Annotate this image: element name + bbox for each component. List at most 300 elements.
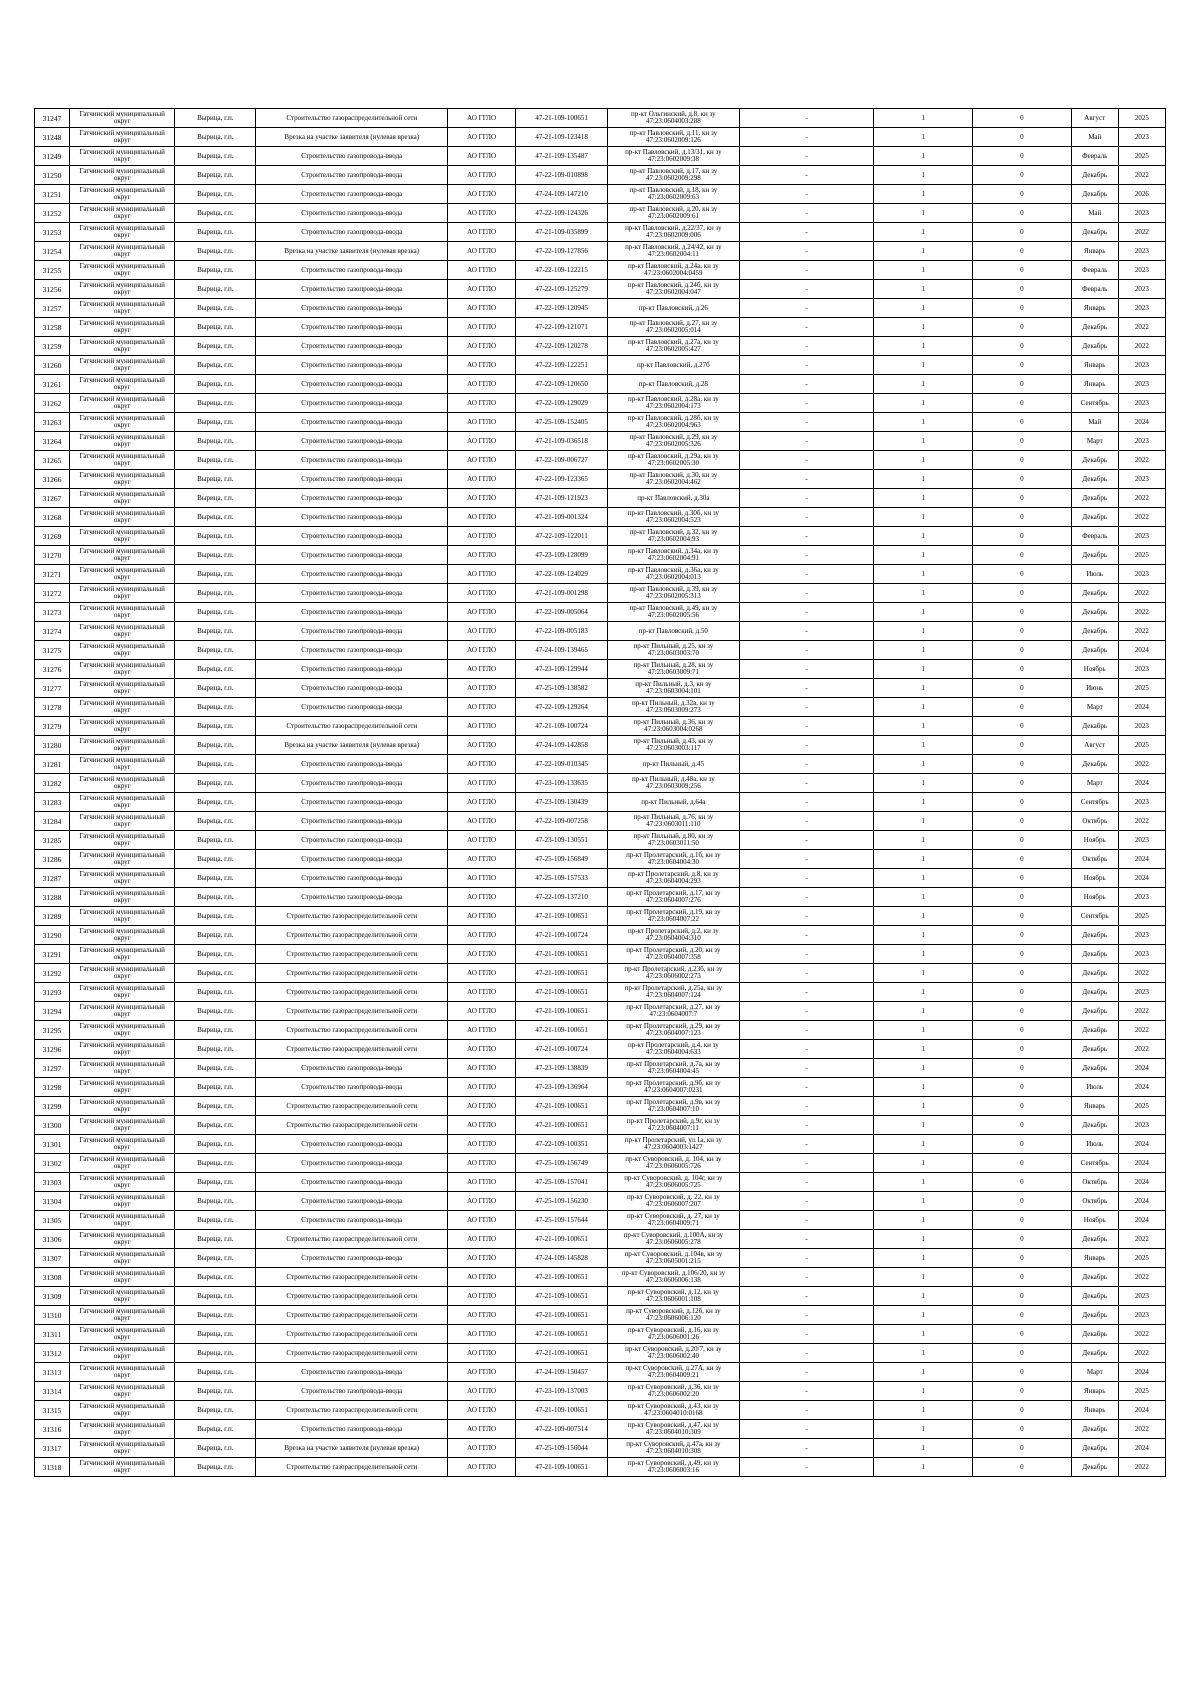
year-cell: 2022 [1118,755,1165,774]
count-cell: 1 [874,907,973,926]
row-number-cell: 31284 [35,812,70,831]
address-cell: пр-кт Суворовский, д.12, кн зу 47:23:0606001:108 [608,1287,740,1306]
year-cell: 2023 [1118,888,1165,907]
dash-cell: - [739,413,874,432]
settlement-cell: Вырица, г.п. [175,299,256,318]
dash-cell: - [739,926,874,945]
settlement-cell: Вырица, г.п. [175,337,256,356]
row-number-cell: 31282 [35,774,70,793]
address-cell: пр-кт Павловский, д.28 [608,375,740,394]
organization-cell: АО ГГЛО [448,109,516,128]
row-number-cell: 31288 [35,888,70,907]
organization-cell: АО ГГЛО [448,983,516,1002]
application-number-cell: 47-22-109-125279 [516,280,608,299]
district-cell: Гатчинский муниципальный округ [70,337,175,356]
month-cell: Декабрь [1071,508,1118,527]
year-cell: 2024 [1118,1078,1165,1097]
district-cell: Гатчинский муниципальный округ [70,1192,175,1211]
organization-cell: АО ГГЛО [448,622,516,641]
district-cell: Гатчинский муниципальный округ [70,698,175,717]
table-row [35,242,1166,261]
zero-cell: 0 [973,603,1072,622]
count-cell: 1 [874,603,973,622]
dash-cell: - [739,983,874,1002]
count-cell: 1 [874,223,973,242]
month-cell: Август [1071,109,1118,128]
month-cell: Декабрь [1071,755,1118,774]
zero-cell: 0 [973,641,1072,660]
count-cell: 1 [874,869,973,888]
district-cell: Гатчинский муниципальный округ [70,261,175,280]
month-cell: Июнь [1071,679,1118,698]
work-type-cell: Строительство газопровода-ввода [256,147,448,166]
zero-cell: 0 [973,337,1072,356]
zero-cell: 0 [973,584,1072,603]
organization-cell: АО ГГЛО [448,1192,516,1211]
year-cell: 2023 [1118,1287,1165,1306]
row-number-cell: 31279 [35,717,70,736]
table-row [35,1040,1166,1059]
organization-cell: АО ГГЛО [448,356,516,375]
address-cell: пр-кт Пильный, д.43, кн зу 47:23:0603003:117 [608,736,740,755]
work-type-cell: Строительство газораспределительной сети [256,1230,448,1249]
work-type-cell: Строительство газопровода-ввода [256,1211,448,1230]
zero-cell: 0 [973,1059,1072,1078]
settlement-cell: Вырица, г.п. [175,1021,256,1040]
organization-cell: АО ГГЛО [448,1173,516,1192]
work-type-cell: Строительство газопровода-ввода [256,356,448,375]
table-row [35,1382,1166,1401]
dash-cell: - [739,1268,874,1287]
zero-cell: 0 [973,1249,1072,1268]
table-row [35,1078,1166,1097]
count-cell: 1 [874,185,973,204]
address-cell: пр-кт Суворовский, д. 27, кн зу 47:23:0604009:71 [608,1211,740,1230]
work-type-cell: Строительство газораспределительной сети [256,1401,448,1420]
work-type-cell: Врезка на участке заявителя (нулевая врезка) [256,128,448,147]
dash-cell: - [739,755,874,774]
dash-cell: - [739,299,874,318]
organization-cell: АО ГГЛО [448,1116,516,1135]
dash-cell: - [739,660,874,679]
dash-cell: - [739,831,874,850]
district-cell: Гатчинский муниципальный округ [70,432,175,451]
year-cell: 2022 [1118,584,1165,603]
organization-cell: АО ГГЛО [448,261,516,280]
year-cell: 2022 [1118,812,1165,831]
application-number-cell: 47-21-109-036518 [516,432,608,451]
work-type-cell: Строительство газопровода-ввода [256,432,448,451]
settlement-cell: Вырица, г.п. [175,489,256,508]
address-cell: пр-кт Пролетарский, д.7а, кн зу 47:23:0604004:45 [608,1059,740,1078]
dash-cell: - [739,584,874,603]
organization-cell: АО ГГЛО [448,1078,516,1097]
settlement-cell: Вырица, г.п. [175,774,256,793]
application-number-cell: 47-22-109-121071 [516,318,608,337]
district-cell: Гатчинский муниципальный округ [70,717,175,736]
count-cell: 1 [874,717,973,736]
organization-cell: АО ГГЛО [448,1230,516,1249]
table-row [35,337,1166,356]
table-row [35,1021,1166,1040]
year-cell: 2022 [1118,451,1165,470]
dash-cell: - [739,166,874,185]
year-cell: 2023 [1118,356,1165,375]
month-cell: Декабрь [1071,1268,1118,1287]
year-cell: 2023 [1118,717,1165,736]
district-cell: Гатчинский муниципальный округ [70,1173,175,1192]
district-cell: Гатчинский муниципальный округ [70,394,175,413]
address-cell: пр-кт Павловский, д.17, кн зу 47:23:0602009:298 [608,166,740,185]
count-cell: 1 [874,489,973,508]
table-row [35,109,1166,128]
month-cell: Декабрь [1071,223,1118,242]
year-cell: 2022 [1118,337,1165,356]
year-cell: 2022 [1118,964,1165,983]
organization-cell: АО ГГЛО [448,1401,516,1420]
district-cell: Гатчинский муниципальный округ [70,964,175,983]
application-number-cell: 47-22-109-124326 [516,204,608,223]
address-cell: пр-кт Павловский, д.29а, кн зу 47:23:0602005:30 [608,451,740,470]
organization-cell: АО ГГЛО [448,907,516,926]
zero-cell: 0 [973,565,1072,584]
row-number-cell: 31290 [35,926,70,945]
row-number-cell: 31272 [35,584,70,603]
table-row [35,565,1166,584]
organization-cell: АО ГГЛО [448,451,516,470]
district-cell: Гатчинский муниципальный округ [70,166,175,185]
dash-cell: - [739,1306,874,1325]
table-row [35,527,1166,546]
work-type-cell: Строительство газопровода-ввода [256,337,448,356]
year-cell: 2022 [1118,1040,1165,1059]
organization-cell: АО ГГЛО [448,1154,516,1173]
application-number-cell: 47-22-109-122215 [516,261,608,280]
row-number-cell: 31304 [35,1192,70,1211]
table-row [35,1249,1166,1268]
table-row [35,204,1166,223]
count-cell: 1 [874,147,973,166]
district-cell: Гатчинский муниципальный округ [70,812,175,831]
zero-cell: 0 [973,147,1072,166]
settlement-cell: Вырица, г.п. [175,1059,256,1078]
work-type-cell: Строительство газораспределительной сети [256,717,448,736]
dash-cell: - [739,641,874,660]
table-row [35,926,1166,945]
work-type-cell: Строительство газопровода-ввода [256,1059,448,1078]
row-number-cell: 31268 [35,508,70,527]
address-cell: пр-кт Суворовский, д.36, кн зу 47:23:0606002:20 [608,1382,740,1401]
organization-cell: АО ГГЛО [448,926,516,945]
count-cell: 1 [874,1040,973,1059]
count-cell: 1 [874,1211,973,1230]
district-cell: Гатчинский муниципальный округ [70,1268,175,1287]
settlement-cell: Вырица, г.п. [175,793,256,812]
organization-cell: АО ГГЛО [448,1458,516,1477]
zero-cell: 0 [973,1211,1072,1230]
organization-cell: АО ГГЛО [448,1002,516,1021]
organization-cell: АО ГГЛО [448,318,516,337]
dash-cell: - [739,888,874,907]
dash-cell: - [739,1401,874,1420]
district-cell: Гатчинский муниципальный округ [70,755,175,774]
count-cell: 1 [874,831,973,850]
settlement-cell: Вырица, г.п. [175,831,256,850]
address-cell: пр-кт Пролетарский, д.9б, кн зу 47:23:0604007:0231 [608,1078,740,1097]
count-cell: 1 [874,413,973,432]
work-type-cell: Строительство газораспределительной сети [256,983,448,1002]
count-cell: 1 [874,622,973,641]
address-cell: пр-кт Пильный, д.64а [608,793,740,812]
dash-cell: - [739,128,874,147]
settlement-cell: Вырица, г.п. [175,964,256,983]
organization-cell: АО ГГЛО [448,337,516,356]
table-row [35,945,1166,964]
district-cell: Гатчинский муниципальный округ [70,128,175,147]
month-cell: Декабрь [1071,318,1118,337]
address-cell: пр-кт Пролетарский, д.4, кн зу 47:23:0604004:633 [608,1040,740,1059]
work-type-cell: Строительство газопровода-ввода [256,375,448,394]
year-cell: 2022 [1118,166,1165,185]
year-cell: 2022 [1118,603,1165,622]
application-number-cell: 47-22-109-129029 [516,394,608,413]
application-number-cell: 47-23-109-138839 [516,1059,608,1078]
count-cell: 1 [874,1192,973,1211]
month-cell: Октябрь [1071,850,1118,869]
count-cell: 1 [874,1439,973,1458]
work-type-cell: Строительство газопровода-ввода [256,1154,448,1173]
month-cell: Январь [1071,375,1118,394]
district-cell: Гатчинский муниципальный округ [70,1135,175,1154]
month-cell: Декабрь [1071,1021,1118,1040]
settlement-cell: Вырица, г.п. [175,204,256,223]
row-number-cell: 31270 [35,546,70,565]
organization-cell: АО ГГЛО [448,774,516,793]
dash-cell: - [739,679,874,698]
month-cell: Февраль [1071,527,1118,546]
address-cell: пр-кт Пролетарский, ул.1а, кн зу 47:23:0604003:1427 [608,1135,740,1154]
table-row [35,394,1166,413]
row-number-cell: 31250 [35,166,70,185]
count-cell: 1 [874,470,973,489]
application-number-cell: 47-22-109-124029 [516,565,608,584]
organization-cell: АО ГГЛО [448,185,516,204]
settlement-cell: Вырица, г.п. [175,1382,256,1401]
month-cell: Декабрь [1071,1040,1118,1059]
month-cell: Декабрь [1071,1306,1118,1325]
application-number-cell: 47-21-109-100651 [516,1306,608,1325]
address-cell: пр-кт Павловский, д.30, кн зу 47:23:0602004:462 [608,470,740,489]
count-cell: 1 [874,1401,973,1420]
zero-cell: 0 [973,451,1072,470]
dash-cell: - [739,470,874,489]
address-cell: пр-кт Павловский, д.39, кн зу 47:23:0602005:313 [608,584,740,603]
zero-cell: 0 [973,717,1072,736]
month-cell: Июль [1071,1135,1118,1154]
row-number-cell: 31247 [35,109,70,128]
month-cell: Декабрь [1071,1420,1118,1439]
table-row [35,280,1166,299]
organization-cell: АО ГГЛО [448,1059,516,1078]
application-number-cell: 47-23-109-130439 [516,793,608,812]
count-cell: 1 [874,812,973,831]
zero-cell: 0 [973,1097,1072,1116]
dash-cell: - [739,1059,874,1078]
row-number-cell: 31306 [35,1230,70,1249]
address-cell: пр-кт Павловский, д.18, кн зу 47:23:0602009:63 [608,185,740,204]
year-cell: 2025 [1118,1097,1165,1116]
table-row [35,1002,1166,1021]
settlement-cell: Вырица, г.п. [175,603,256,622]
settlement-cell: Вырица, г.п. [175,1230,256,1249]
address-cell: пр-кт Пролетарский, д.9г, кн зу 47:23:0604007:11 [608,1116,740,1135]
count-cell: 1 [874,565,973,584]
organization-cell: АО ГГЛО [448,1306,516,1325]
organization-cell: АО ГГЛО [448,584,516,603]
month-cell: Ноябрь [1071,1211,1118,1230]
count-cell: 1 [874,660,973,679]
count-cell: 1 [874,242,973,261]
zero-cell: 0 [973,755,1072,774]
dash-cell: - [739,451,874,470]
settlement-cell: Вырица, г.п. [175,128,256,147]
settlement-cell: Вырица, г.п. [175,850,256,869]
application-number-cell: 47-25-109-152405 [516,413,608,432]
count-cell: 1 [874,166,973,185]
row-number-cell: 31294 [35,1002,70,1021]
zero-cell: 0 [973,1325,1072,1344]
dash-cell: - [739,1021,874,1040]
district-cell: Гатчинский муниципальный округ [70,850,175,869]
district-cell: Гатчинский муниципальный округ [70,660,175,679]
work-type-cell: Строительство газопровода-ввода [256,280,448,299]
application-number-cell: 47-22-109-005064 [516,603,608,622]
dash-cell: - [739,774,874,793]
district-cell: Гатчинский муниципальный округ [70,1059,175,1078]
district-cell: Гатчинский муниципальный округ [70,1078,175,1097]
year-cell: 2023 [1118,242,1165,261]
month-cell: Октябрь [1071,812,1118,831]
district-cell: Гатчинский муниципальный округ [70,1458,175,1477]
address-cell: пр-кт Павловский, д.27, кн зу 47:23:0602005:014 [608,318,740,337]
application-number-cell: 47-21-109-100651 [516,1097,608,1116]
zero-cell: 0 [973,812,1072,831]
settlement-cell: Вырица, г.п. [175,698,256,717]
organization-cell: АО ГГЛО [448,736,516,755]
count-cell: 1 [874,1021,973,1040]
dash-cell: - [739,337,874,356]
row-number-cell: 31257 [35,299,70,318]
work-type-cell: Строительство газораспределительной сети [256,1268,448,1287]
organization-cell: АО ГГЛО [448,242,516,261]
settlement-cell: Вырица, г.п. [175,812,256,831]
address-cell: пр-кт Пильный, д.28, кн зу 47:23:0603009:71 [608,660,740,679]
organization-cell: АО ГГЛО [448,812,516,831]
dash-cell: - [739,242,874,261]
application-number-cell: 47-24-109-142858 [516,736,608,755]
organization-cell: АО ГГЛО [448,1249,516,1268]
district-cell: Гатчинский муниципальный округ [70,869,175,888]
row-number-cell: 31256 [35,280,70,299]
table-row [35,774,1166,793]
address-cell: пр-кт Пролетарский, д.9в, кн зу 47:23:0604007:10 [608,1097,740,1116]
table-row [35,679,1166,698]
address-cell: пр-кт Павловский, д.30б, кн зу 47:23:0602004:523 [608,508,740,527]
address-cell: пр-кт Пролетарский, д.23б, кн зу 47:23:0606002:273 [608,964,740,983]
count-cell: 1 [874,1135,973,1154]
organization-cell: АО ГГЛО [448,204,516,223]
table-row [35,1420,1166,1439]
year-cell: 2024 [1118,774,1165,793]
work-type-cell: Строительство газораспределительной сети [256,1306,448,1325]
year-cell: 2023 [1118,280,1165,299]
dash-cell: - [739,1249,874,1268]
address-cell: пр-кт Павловский, д.13/31, кн зу 47:23:0602009:38 [608,147,740,166]
count-cell: 1 [874,1249,973,1268]
count-cell: 1 [874,1078,973,1097]
row-number-cell: 31303 [35,1173,70,1192]
dash-cell: - [739,204,874,223]
district-cell: Гатчинский муниципальный округ [70,1420,175,1439]
row-number-cell: 31292 [35,964,70,983]
address-cell: пр-кт Пильный, д.80, кн зу 47:23:0603011:50 [608,831,740,850]
month-cell: Январь [1071,1382,1118,1401]
table-row [35,831,1166,850]
district-cell: Гатчинский муниципальный округ [70,470,175,489]
organization-cell: АО ГГЛО [448,660,516,679]
dash-cell: - [739,603,874,622]
count-cell: 1 [874,1154,973,1173]
application-number-cell: 47-25-109-156849 [516,850,608,869]
row-number-cell: 31249 [35,147,70,166]
work-type-cell: Строительство газопровода-ввода [256,166,448,185]
settlement-cell: Вырица, г.п. [175,318,256,337]
month-cell: Декабрь [1071,641,1118,660]
work-type-cell: Строительство газораспределительной сети [256,1287,448,1306]
work-type-cell: Строительство газопровода-ввода [256,1192,448,1211]
district-cell: Гатчинский муниципальный округ [70,1154,175,1173]
application-number-cell: 47-22-109-137210 [516,888,608,907]
table-row [35,1230,1166,1249]
dash-cell: - [739,1230,874,1249]
address-cell: пр-кт Пильный, д.3, кн зу 47:23:0603004:101 [608,679,740,698]
settlement-cell: Вырица, г.п. [175,1116,256,1135]
settlement-cell: Вырица, г.п. [175,527,256,546]
application-number-cell: 47-23-109-128099 [516,546,608,565]
address-cell: пр-кт Суворовский, д.104в, кн зу 47:23:0605001:215 [608,1249,740,1268]
settlement-cell: Вырица, г.п. [175,185,256,204]
month-cell: Январь [1071,299,1118,318]
month-cell: Декабрь [1071,603,1118,622]
zero-cell: 0 [973,774,1072,793]
year-cell: 2024 [1118,1154,1165,1173]
count-cell: 1 [874,299,973,318]
row-number-cell: 31307 [35,1249,70,1268]
row-number-cell: 31308 [35,1268,70,1287]
row-number-cell: 31318 [35,1458,70,1477]
month-cell: Декабрь [1071,622,1118,641]
application-number-cell: 47-23-109-137003 [516,1382,608,1401]
row-number-cell: 31311 [35,1325,70,1344]
address-cell: пр-кт Павловский, д.20, кн зу 47:23:0602009:61 [608,204,740,223]
organization-cell: АО ГГЛО [448,641,516,660]
application-number-cell: 47-23-109-133635 [516,774,608,793]
work-type-cell: Строительство газораспределительной сети [256,109,448,128]
dash-cell: - [739,1420,874,1439]
table-row [35,1363,1166,1382]
work-type-cell: Строительство газопровода-ввода [256,812,448,831]
count-cell: 1 [874,1287,973,1306]
